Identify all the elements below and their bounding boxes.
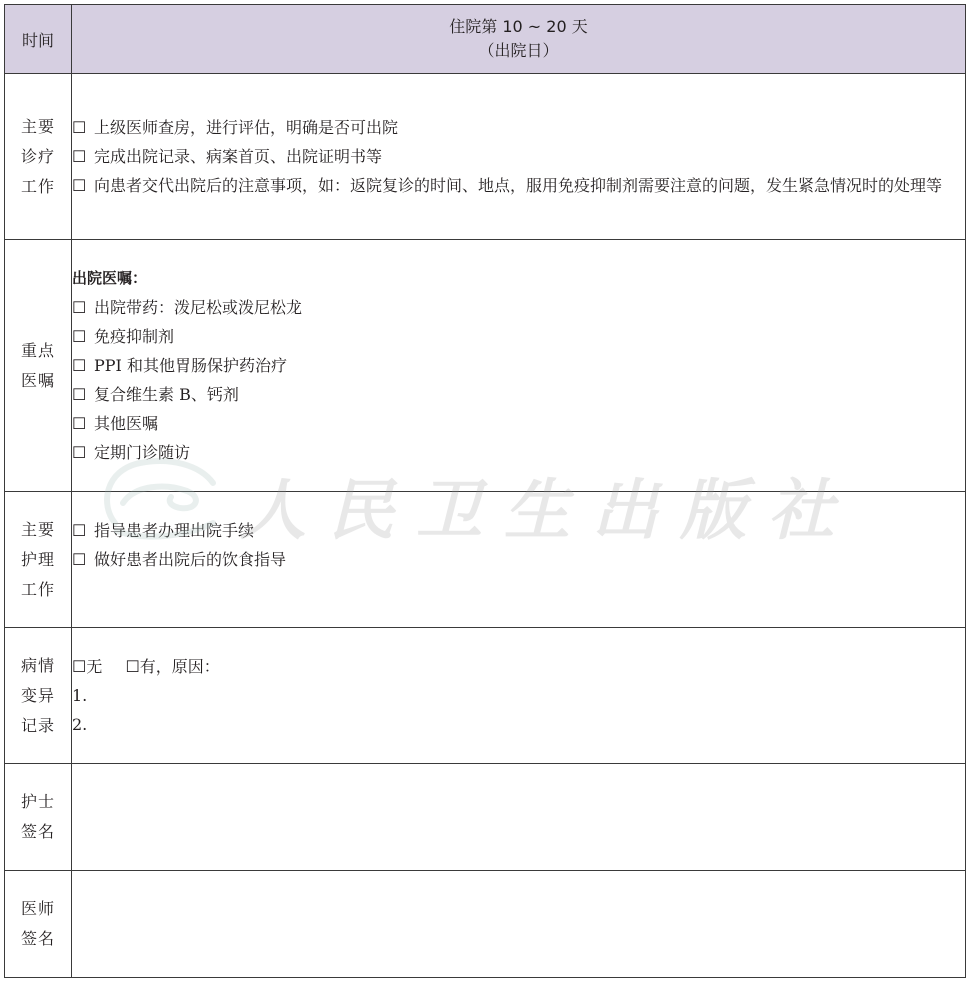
label-line: 病情 xyxy=(20,655,55,675)
nurse-signature-field[interactable] xyxy=(72,764,966,871)
checkbox-icon[interactable]: ☐ xyxy=(72,298,87,317)
variation-line-2[interactable]: 2. xyxy=(72,715,88,734)
item-text: 其他医嘱 xyxy=(94,414,159,433)
checkbox-icon[interactable]: ☐ xyxy=(72,443,87,462)
checkbox-icon[interactable]: ☐ xyxy=(72,385,87,404)
cell-key-orders xyxy=(72,240,966,492)
checkbox-icon[interactable]: ☐ xyxy=(72,176,87,195)
checklist-item xyxy=(72,113,965,142)
checkbox-icon[interactable]: ☐ xyxy=(72,147,87,166)
clinical-pathway-table xyxy=(4,4,966,978)
item-text: 做好患者出院后的饮食指导 xyxy=(94,550,287,569)
checklist-item xyxy=(72,516,965,545)
checklist-item xyxy=(72,293,965,322)
item-text: 指导患者办理出院手续 xyxy=(94,521,255,540)
row-label-doctor-signature xyxy=(5,871,72,978)
cell-main-nursing xyxy=(72,492,966,628)
checkbox-icon[interactable]: ☐ xyxy=(72,550,87,569)
cell-variation xyxy=(72,628,966,764)
label-line: 医嘱 xyxy=(20,370,55,390)
option-yes-label: 有，原因： xyxy=(139,657,220,676)
label-line: 护士 xyxy=(20,792,55,811)
row-label-key-orders xyxy=(5,240,72,492)
item-text: 上级医师查房，进行评估，明确是否可出院 xyxy=(94,118,399,137)
row-main-treatment xyxy=(5,74,966,240)
label-line: 重点 xyxy=(20,340,55,360)
header-row xyxy=(5,5,966,74)
label-line: 护理 xyxy=(20,549,55,569)
option-none-label: 无 xyxy=(86,657,103,676)
label-line: 医师 xyxy=(20,899,55,918)
row-doctor-signature xyxy=(5,871,966,978)
checkbox-icon[interactable]: ☐ xyxy=(72,414,87,433)
day-title: 住院第 10 ~ 20 天 xyxy=(449,17,588,36)
label-line: 签名 xyxy=(20,822,55,841)
checklist-item xyxy=(72,409,965,438)
checkbox-icon[interactable]: ☐ xyxy=(72,327,87,346)
row-variation xyxy=(5,628,966,764)
item-text: 完成出院记录、病案首页、出院证明书等 xyxy=(94,147,383,166)
label-line: 签名 xyxy=(20,929,55,948)
discharge-orders-heading: 出院医嘱： xyxy=(72,269,148,287)
item-text: PPI 和其他胃肠保护药治疗 xyxy=(94,356,287,375)
label-line: 记录 xyxy=(20,715,55,735)
checklist-item xyxy=(72,171,965,200)
label-line: 变异 xyxy=(20,685,55,705)
row-label-variation xyxy=(5,628,72,764)
label-line: 工作 xyxy=(20,176,55,196)
item-text: 出院带药：泼尼松或泼尼松龙 xyxy=(94,298,303,317)
variation-line-1[interactable]: 1. xyxy=(72,686,88,705)
row-label-main-nursing xyxy=(5,492,72,628)
row-main-nursing xyxy=(5,492,966,628)
checklist-item xyxy=(72,351,965,380)
checkbox-icon[interactable]: ☐ xyxy=(72,118,87,137)
row-label-nurse-signature xyxy=(5,764,72,871)
label-line: 主要 xyxy=(20,519,55,539)
label-line: 诊疗 xyxy=(20,146,55,166)
watermark-text: 人民卫生出版社 xyxy=(240,471,856,549)
checklist-item xyxy=(72,322,965,351)
row-label-main-treatment xyxy=(5,74,72,240)
label-line: 主要 xyxy=(20,116,55,136)
checklist-item xyxy=(72,438,965,467)
day-subtitle: （出院日） xyxy=(478,41,559,60)
item-text: 免疫抑制剂 xyxy=(94,327,175,346)
item-text: 复合维生素 B、钙剂 xyxy=(94,385,239,404)
checkbox-icon[interactable]: ☐ xyxy=(72,657,87,676)
checkbox-icon[interactable]: ☐ xyxy=(72,521,87,540)
checklist-item xyxy=(72,380,965,409)
variation-options xyxy=(72,652,965,681)
checklist-item xyxy=(72,142,965,171)
row-key-orders xyxy=(5,240,966,492)
checkbox-icon[interactable]: ☐ xyxy=(72,356,87,375)
time-column-header: 时间 xyxy=(5,5,72,74)
cell-main-treatment xyxy=(72,74,966,240)
item-text: 向患者交代出院后的注意事项，如：返院复诊的时间、地点，服用免疫抑制剂需要注意的问题，发生紧急情况时的处理等 xyxy=(94,176,943,195)
item-text: 定期门诊随访 xyxy=(94,443,191,462)
row-nurse-signature xyxy=(5,764,966,871)
doctor-signature-field[interactable] xyxy=(72,871,966,978)
checkbox-icon[interactable]: ☐ xyxy=(125,657,140,676)
checklist-item xyxy=(72,545,965,574)
label-line: 工作 xyxy=(20,579,55,599)
day-column-header xyxy=(72,5,966,74)
